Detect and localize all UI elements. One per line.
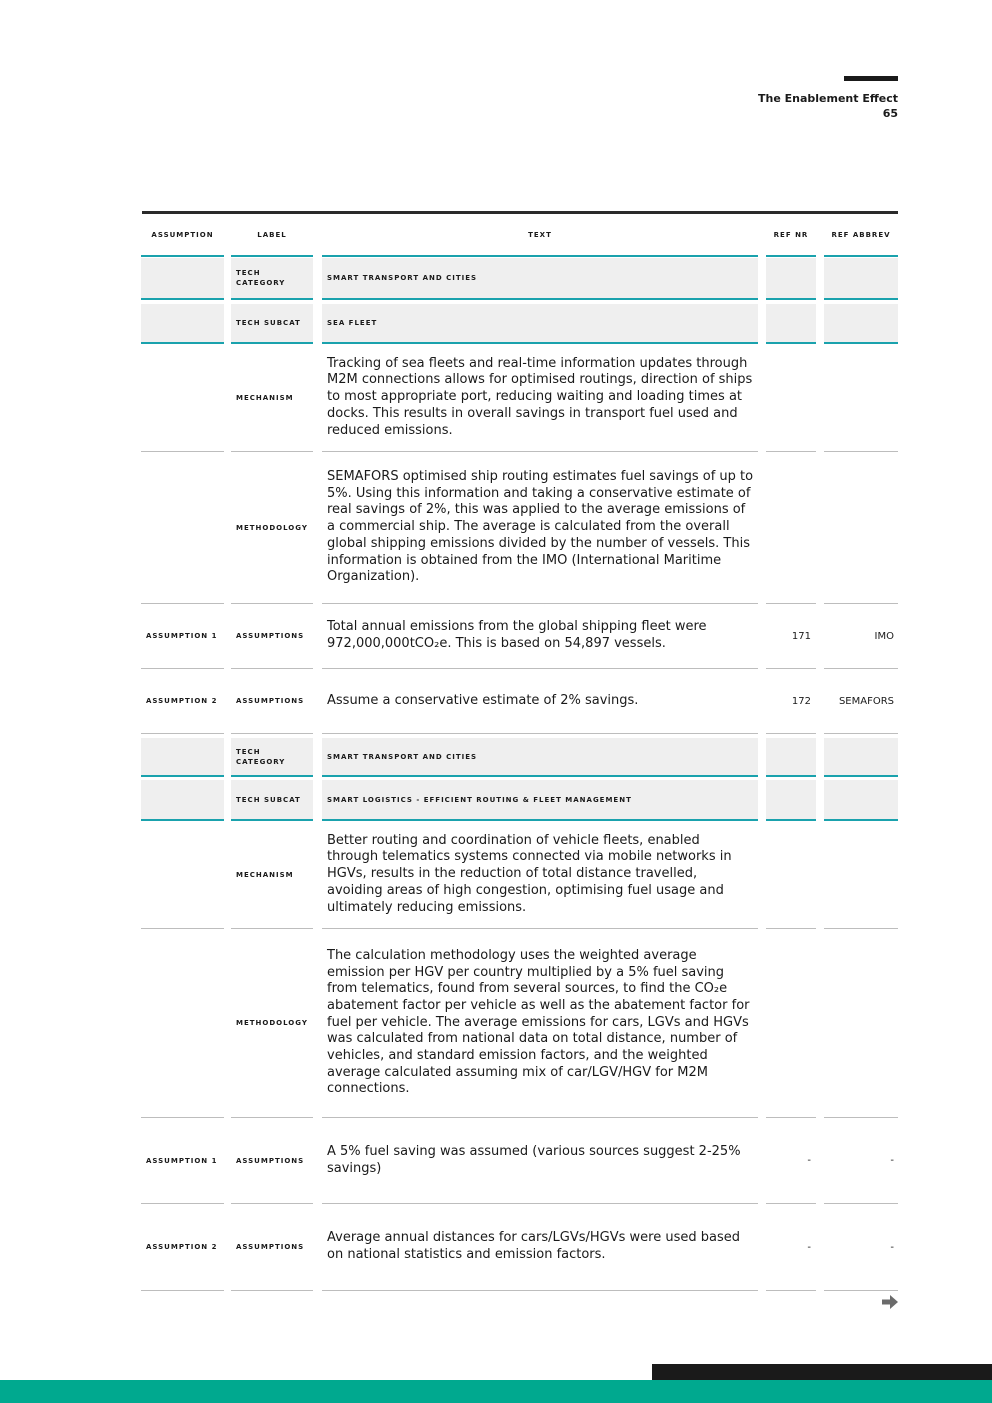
row-label: TECH CATEGORY [231, 738, 313, 777]
col-header-text: TEXT [322, 214, 758, 257]
row-label: TECH SUBCAT [231, 780, 313, 821]
row-text: Assume a conservative estimate of 2% savings. [322, 669, 758, 734]
row-assumption: ASSUMPTION 1 [141, 604, 224, 669]
row-text: Better routing and coordination of vehicle fleets, enabled through telematics systems connected via mobile networks in HGVs, results in the reduction of total distance travelled, avoiding areas of high congestion, optimising fuel usage and ultimately reducing emissions. [322, 821, 758, 929]
row-label: ASSUMPTIONS [231, 669, 313, 734]
row-text: Average annual distances for cars/LGVs/HGVs were used based on national statistics and emission factors. [322, 1204, 758, 1291]
table-row-tech-subcat [0, 304, 992, 344]
table-row-tech-category [0, 258, 992, 300]
row-label: TECH CATEGORY [231, 258, 313, 300]
row-text: A 5% fuel saving was assumed (various sources suggest 2-25% savings) [322, 1118, 758, 1204]
table-row-tech-category [0, 738, 992, 777]
row-ref-abbrev: - [824, 1204, 898, 1291]
table-row-assumption-1 [0, 1118, 992, 1204]
row-assumption: ASSUMPTION 1 [141, 1118, 224, 1204]
row-label: TECH SUBCAT [231, 304, 313, 344]
row-label: ASSUMPTIONS [231, 1118, 313, 1204]
row-text: The calculation methodology uses the weighted average emission per HGV per country multiplied by a 5% fuel saving from telematics, found from several sources, to find the CO₂e abatement factor per vehicle as well as the abatement factor for fuel per vehicle. The average emissions for cars, LGVs and HGVs was calculated from national data on total distance, number of vehicles, and standard emission factors, and the weighted average calculated assuming mix of car/LGV/HGV for M2M connections. [322, 929, 758, 1118]
row-ref-nr: - [766, 1204, 816, 1291]
arrow-right-icon[interactable] [880, 1293, 900, 1311]
col-header-assumption: ASSUMPTION [141, 214, 224, 257]
row-label: ASSUMPTIONS [231, 1204, 313, 1291]
table-row-methodology [0, 452, 992, 604]
table-row-tech-subcat [0, 780, 992, 821]
row-text: SMART TRANSPORT AND CITIES [322, 738, 758, 777]
page-number: 65 [882, 107, 898, 120]
document-title: The Enablement Effect [757, 92, 898, 105]
row-ref-abbrev: SEMAFORS [824, 669, 898, 734]
row-text: SEMAFORS optimised ship routing estimates fuel savings of up to 5%. Using this information and taking a conservative estimate of real savings of 2%, this was applied to the average emissions of a commercial ship. The average is calculated from the overall global shipping emissions divided by the number of vessels. This information is obtained from the IMO (International Maritime Organization). [322, 452, 758, 604]
row-ref-abbrev: IMO [824, 604, 898, 669]
row-assumption: ASSUMPTION 2 [141, 1204, 224, 1291]
table-row-mechanism [0, 344, 992, 452]
table-row-methodology [0, 929, 992, 1118]
row-text: SEA FLEET [322, 304, 758, 344]
row-label: MECHANISM [231, 821, 313, 929]
row-assumption: ASSUMPTION 2 [141, 669, 224, 734]
table-row-assumption-2 [0, 669, 992, 734]
row-text: Total annual emissions from the global shipping fleet were 972,000,000tCO₂e. This is based on 54,897 vessels. [322, 604, 758, 669]
row-text: Tracking of sea fleets and real-time information updates through M2M connections allows for optimised routings, direction of ships to most appropriate port, reducing waiting and loading times at docks. This results in overall savings in transport fuel used and reduced emissions. [322, 344, 758, 452]
table-header-row [0, 214, 992, 257]
col-header-ref-nr: REF NR [766, 214, 816, 257]
row-ref-nr: - [766, 1118, 816, 1204]
col-header-label: LABEL [231, 214, 313, 257]
row-label: METHODOLOGY [231, 452, 313, 604]
row-text: SMART TRANSPORT AND CITIES [322, 258, 758, 300]
table-row-assumption-1 [0, 604, 992, 669]
row-label: MECHANISM [231, 344, 313, 452]
table-row-mechanism [0, 821, 992, 929]
row-ref-nr: 171 [766, 604, 816, 669]
header-accent-bar [844, 76, 898, 81]
row-ref-abbrev: - [824, 1118, 898, 1204]
row-text: SMART LOGISTICS - EFFICIENT ROUTING & FLEET MANAGEMENT [322, 780, 758, 821]
footer-dark-band [652, 1364, 992, 1380]
col-header-ref-abbrev: REF ABBREV [824, 214, 898, 257]
table-row-assumption-2 [0, 1204, 992, 1291]
row-ref-nr: 172 [766, 669, 816, 734]
row-label: ASSUMPTIONS [231, 604, 313, 669]
footer-teal-band [0, 1380, 992, 1403]
row-label: METHODOLOGY [231, 929, 313, 1118]
